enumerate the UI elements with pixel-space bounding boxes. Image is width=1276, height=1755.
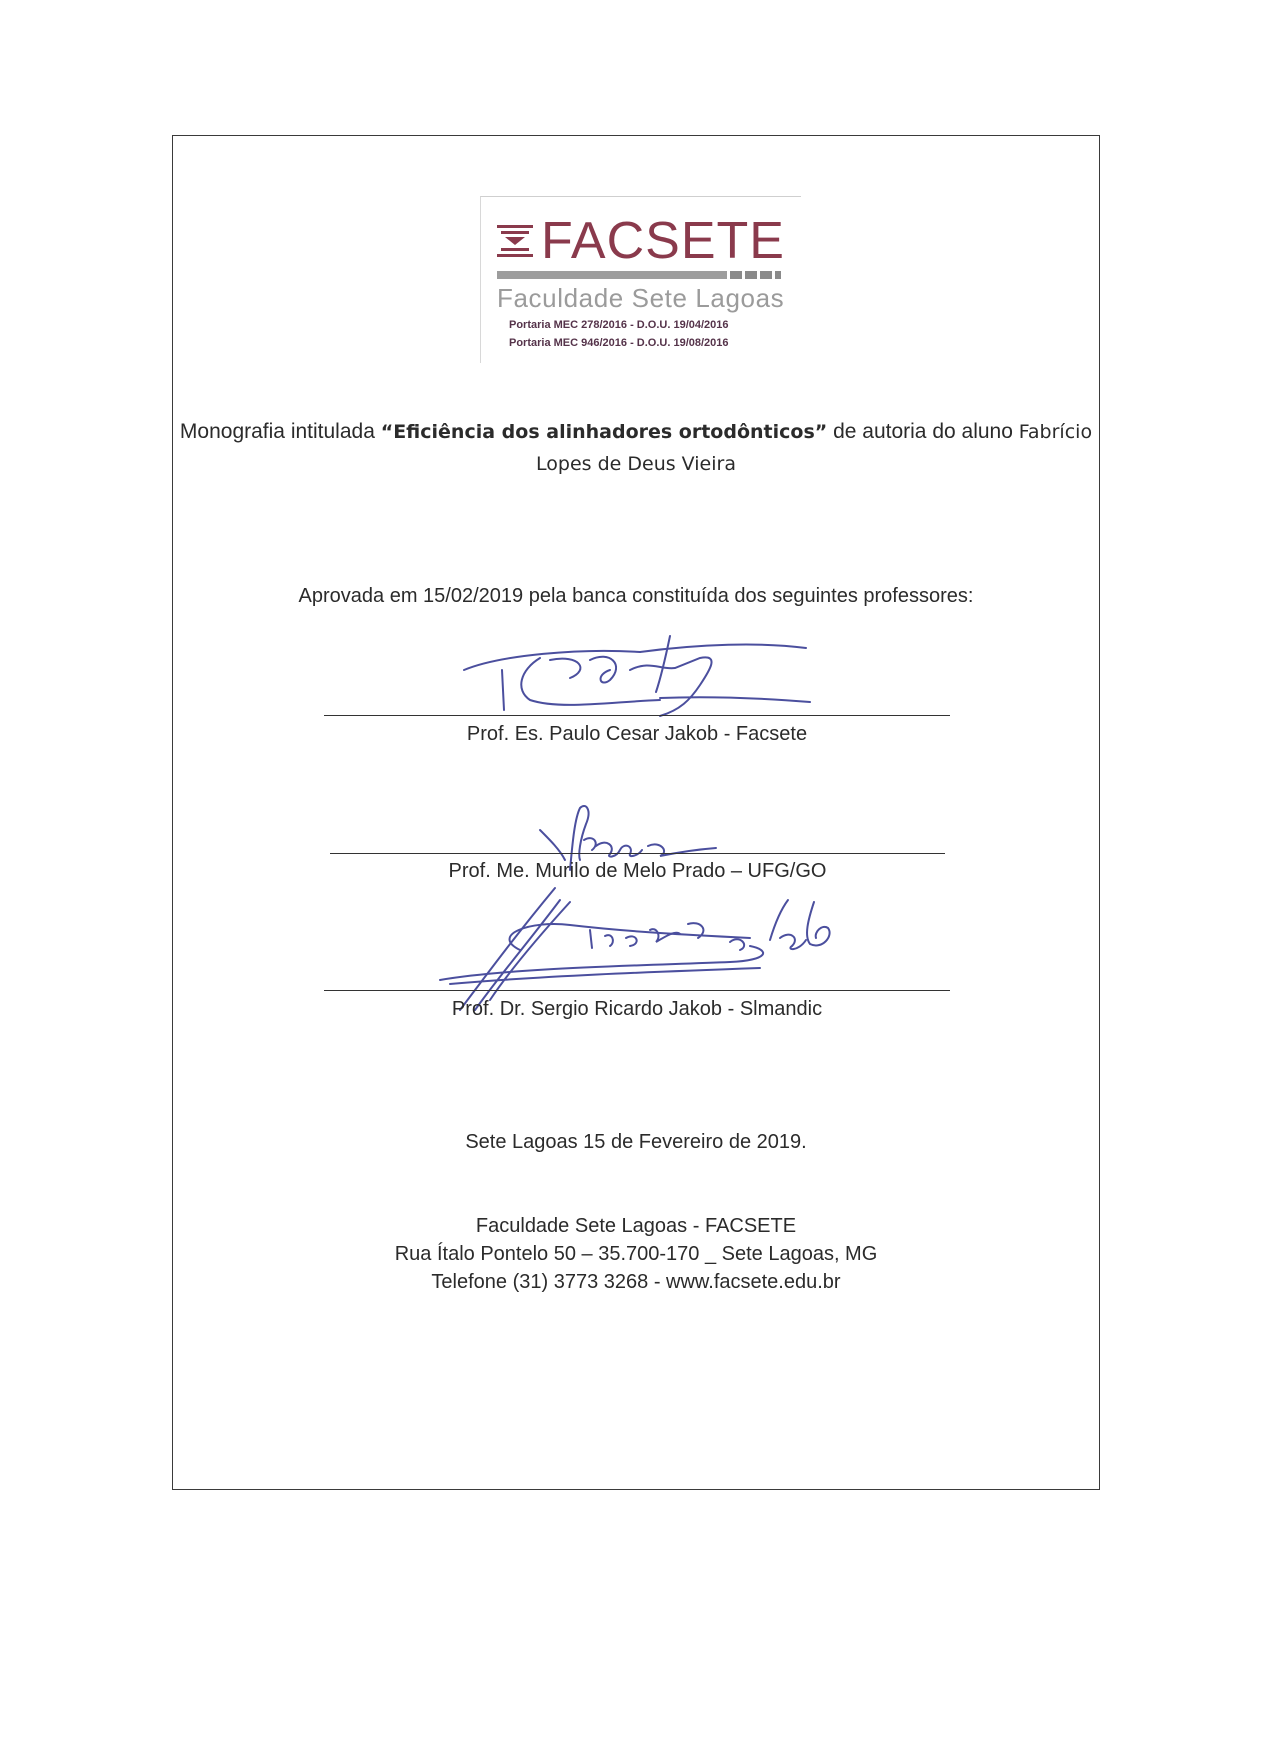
signature-line-3: [324, 990, 950, 991]
approval-statement: Aprovada em 15/02/2019 pela banca constituída dos seguintes professores:: [298, 585, 974, 607]
signature-line-1: [324, 715, 950, 716]
place-and-date: Sete Lagoas 15 de Fevereiro de 2019.: [465, 1131, 807, 1153]
author-first-name: Fabrício: [1018, 421, 1093, 443]
monograph-title-line: [172, 420, 1100, 444]
signature-paulo-icon: [460, 630, 850, 722]
committee-member-3: Prof. Dr. Sergio Ricardo Jakob - Slmandic: [451, 998, 823, 1020]
institution-contact: Telefone (31) 3773 3268 - www.facsete.edu.br: [431, 1271, 841, 1293]
logo-subtitle: Faculdade Sete Lagoas: [497, 283, 785, 313]
committee-member-2: Prof. Me. Murilo de Melo Prado – UFG/GO: [448, 860, 827, 882]
logo-portaria-1: Portaria MEC 278/2016 - D.O.U. 19/04/2016: [509, 319, 729, 331]
institution-address: Rua Ítalo Pontelo 50 – 35.700-170 _ Sete Lagoas, MG: [394, 1243, 878, 1265]
work-title: “Eficiência dos alinhadores ortodônticos”: [380, 421, 828, 443]
institution-name: Faculdade Sete Lagoas - FACSETE: [475, 1215, 797, 1237]
logo-divider: [497, 271, 781, 279]
logo-portaria-2: Portaria MEC 946/2016 - D.O.U. 19/08/2016: [509, 337, 729, 349]
facsete-emblem-icon: [495, 221, 535, 261]
logo-name: FACSETE: [541, 212, 785, 270]
author-name-rest: Lopes de Deus Vieira: [536, 453, 736, 475]
signature-line-2: [330, 853, 945, 854]
committee-member-1: Prof. Es. Paulo Cesar Jakob - Facsete: [466, 723, 808, 745]
title-suffix: de autoria do aluno: [827, 420, 1019, 443]
title-prefix: Monografia intitulada: [179, 420, 381, 443]
facsete-logo: [480, 196, 801, 363]
